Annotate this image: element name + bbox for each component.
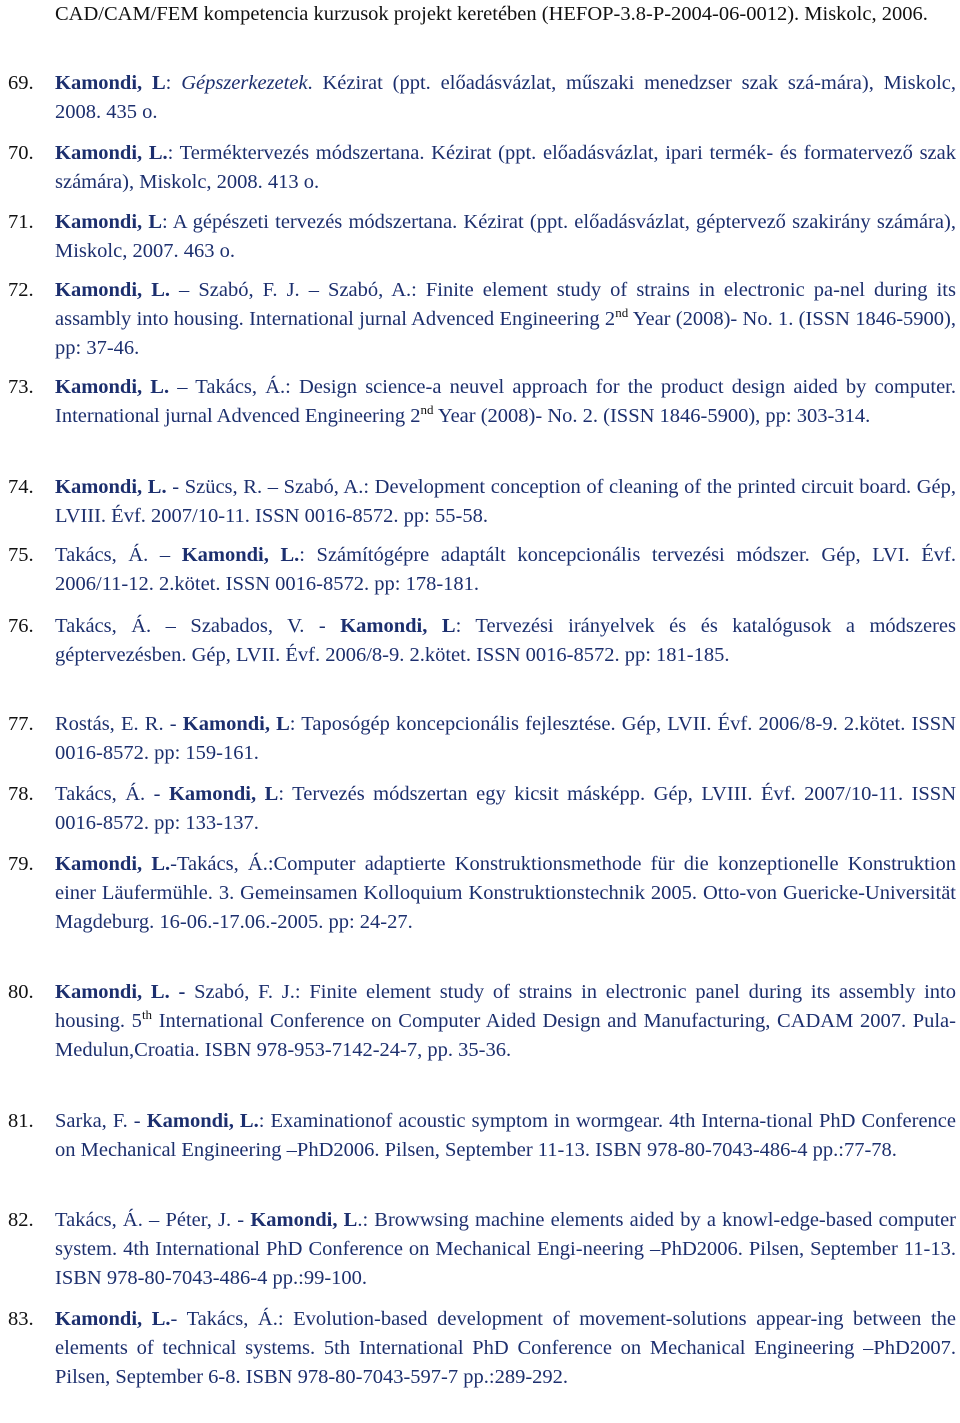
- reference-text-part: Rostás, E. R. -: [55, 713, 183, 735]
- reference-text-part: - Takács, Á.: [170, 1308, 278, 1330]
- reference-number: 81.: [8, 1110, 34, 1132]
- reference-entry-79: [8, 850, 956, 937]
- reference-text: [55, 1206, 956, 1293]
- reference-number: 74.: [8, 476, 34, 498]
- author-name: Kamondi, L: [168, 783, 279, 805]
- reference-text: [55, 0, 956, 29]
- reference-entry-80: [8, 978, 956, 1065]
- reference-text-part: : Design science-a neuvel approach for the product design aided by computer. International jurnal Advenced Engineering 2: [55, 376, 956, 427]
- reference-text: [55, 139, 956, 197]
- reference-number: 82.: [8, 1209, 34, 1231]
- reference-text-part: : Examinationof acoustic symptom in wormgear. 4th Interna-tional PhD Conference on Mechanical Engineering –PhD2006. Pilsen, September 11-13. ISBN 978-80-7043-486-4 pp.:77-78.: [55, 1110, 956, 1161]
- reference-text-part: Year (2008)- No. 2. (ISSN 1846-5900), pp: 303-314.: [433, 405, 871, 427]
- reference-text: [55, 473, 956, 531]
- reference-entry-76: [8, 612, 956, 670]
- reference-number: 79.: [8, 853, 34, 875]
- reference-entry-74: [8, 473, 956, 531]
- reference-number: 83.: [8, 1308, 34, 1330]
- reference-text: [55, 780, 956, 838]
- reference-number: 76.: [8, 615, 34, 637]
- reference-text-part: : Tervezés módszertan egy kicsit másképp. Gép, LVIII. Évf. 2007/10-11. ISSN 0016-8572. pp: 133-137.: [55, 783, 956, 834]
- author-name: Kamondi, L: [55, 211, 163, 233]
- reference-number: 71.: [8, 211, 34, 233]
- reference-text-part: Péter, J. -: [165, 1209, 251, 1231]
- reference-text-part: – Takács, Á.: [169, 376, 286, 398]
- work-title: Gépszerkezetek: [181, 72, 308, 94]
- reference-text-part: - Szücs, R. – Szabó, A.: [166, 476, 364, 498]
- reference-text-part: előadásvázlat, műszaki menedzser szak szá-mára), Miskolc, 2008. 435 o.: [55, 72, 956, 123]
- reference-text-part: : Finite element study of strains in electronic panel during its assembly into housing. 5: [55, 981, 956, 1032]
- reference-text: [55, 1107, 956, 1165]
- reference-text-part: : Development conception of cleaning of the printed circuit board. Gép, LVIII. Évf. 2007/10-11. ISSN 0016-8572. pp: 55-58.: [55, 476, 956, 527]
- reference-text-part: : Számítógépre adaptált koncepcionális tervezési módszer. Gép, LVI. Évf. 2006/11-12. 2.kötet. ISSN 0016-8572. pp: 178-181.: [55, 544, 956, 595]
- reference-text-part: Takács, Á. –: [55, 1209, 166, 1231]
- reference-number: 72.: [8, 279, 34, 301]
- reference-text-part: :Computer adaptierte Konstruktionsmethode für die konzeptionelle Konstruktion einer Läufermühle. 3. Gemeinsamen Kolloquium Konstruktionstechnik 2005. Otto-von Guericke-Universität Magdeburg. 16-06.-17.06.-2005. pp: 24-27.: [55, 853, 957, 933]
- author-name: Kamondi, L.: [55, 142, 168, 164]
- reference-number: 78.: [8, 783, 34, 805]
- reference-text-part: : Tervezési irányelvek és és katalógusok a módszeres géptervezésben. Gép, LVII. Évf. 2006/8-9. 2.kötet. ISSN 0016-8572. pp: 181-185.: [55, 615, 956, 666]
- reference-text-part: Takács, Á. –: [55, 544, 182, 566]
- reference-text-part: Takács, Á. – Szabados, V. -: [55, 615, 341, 637]
- reference-text: [55, 1305, 956, 1392]
- reference-entry-69: [8, 69, 956, 127]
- reference-entry-78: [8, 780, 956, 838]
- reference-text-part: -Takács, Á.: [170, 853, 268, 875]
- reference-text-part: : Terméktervezés módszertana. Kézirat (ppt. előadásvázlat, ipari termék- és formatervező szak számára), Miskolc, 2008. 413 o.: [55, 142, 956, 193]
- reference-number: 70.: [8, 142, 34, 164]
- author-name: Kamondi, L.: [55, 279, 170, 301]
- reference-number: 73.: [8, 376, 34, 398]
- reference-text-part: .: Browwsing machine elements aided by a knowl-edge-based computer system. 4th International PhD Conference on Mechanical Engi-neering –PhD2006. Pilsen, September 11-13. ISBN 978-80-7043-486-4 pp.:99-100.: [55, 1209, 957, 1289]
- reference-number: 77.: [8, 713, 34, 735]
- reference-entry-75: [8, 541, 956, 599]
- reference-entry-72: [8, 276, 956, 363]
- reference-text-part: : Taposógép koncepcionális fejlesztése. Gép, LVII. Évf. 2006/8-9. 2.kötet. ISSN 0016-8572. pp: 159-161.: [55, 713, 956, 764]
- reference-text-part: – Szabó, F. J. – Szabó, A.: [170, 279, 412, 301]
- author-name: Kamondi, L: [55, 72, 166, 94]
- reference-text-part: : A gépészeti tervezés módszertana. Kézirat (ppt. előadásvázlat, géptervező szakirány számára), Miskolc, 2007. 463 o.: [55, 211, 956, 262]
- reference-text-part: :: [165, 72, 182, 94]
- reference-entry-71: [8, 208, 956, 266]
- reference-text: [55, 276, 956, 363]
- reference-text-part: : Finite element study of strains in electronic pa-nel during its assambly into housing. International jurnal Advenced Engineering 2: [55, 279, 956, 330]
- reference-text-part: CAD/CAM/FEM kompetencia kurzusok projekt keretében (HEFOP-3.8-P-2004-06-0012). Miskolc, 2006.: [55, 3, 928, 25]
- reference-text-part: Szabó, F. J.: [185, 981, 295, 1003]
- author-name: Kamondi, L. -: [55, 981, 186, 1003]
- author-name: Kamondi, L.: [55, 853, 171, 875]
- reference-text-part: International Conference on Computer Aided Design and Manufacturing, CADAM 2007. Pula-Medulun,Croatia. ISBN 978-953-7142-24-7, pp. 35-36.: [55, 1010, 956, 1061]
- reference-text: [55, 978, 956, 1065]
- reference-number: 69.: [8, 72, 34, 94]
- reference-text: [55, 612, 956, 670]
- author-name: Kamondi, L: [182, 713, 290, 735]
- superscript: nd: [420, 402, 434, 417]
- author-name: Kamondi, L: [340, 615, 456, 637]
- reference-text: [55, 850, 956, 937]
- reference-text-part: . Kézirat (ppt.: [307, 72, 441, 94]
- reference-entry-73: [8, 373, 956, 431]
- reference-number: 75.: [8, 544, 34, 566]
- reference-number: 80.: [8, 981, 34, 1003]
- reference-text-part: Sarka, F. -: [55, 1110, 147, 1132]
- reference-text: [55, 69, 956, 127]
- reference-text: [55, 373, 956, 431]
- author-name: Kamondi, L: [250, 1209, 358, 1231]
- author-name: Kamondi, L.: [55, 1308, 171, 1330]
- reference-text: [55, 710, 956, 768]
- reference-text-part: : Evolution-based development of movement-solutions appear-ing between the elements of technical systems. 5th International PhD Conference on Mechanical Engineering –PhD2007. Pilsen, September 6-8. ISBN 978-80-7043-597-7 pp.:289-292.: [55, 1308, 956, 1388]
- reference-entry-77: [8, 710, 956, 768]
- reference-text-part: Takács, Á. -: [55, 783, 169, 805]
- reference-text: [55, 208, 956, 266]
- reference-entry-82: [8, 1206, 956, 1293]
- superscript: th: [141, 1007, 153, 1022]
- reference-entry-83: [8, 1305, 956, 1392]
- reference-text: [55, 541, 956, 599]
- reference-entry-continuation: [8, 0, 956, 29]
- reference-text-part: Year (2008)- No. 1. (ISSN 1846-5900), pp: 37-46.: [55, 308, 956, 359]
- author-name: Kamondi, L.: [181, 544, 300, 566]
- author-name: Kamondi, L.: [146, 1110, 259, 1132]
- reference-entry-70: [8, 139, 956, 197]
- author-name: Kamondi, L.: [55, 476, 167, 498]
- author-name: Kamondi, L.: [55, 376, 170, 398]
- reference-entry-81: [8, 1107, 956, 1165]
- superscript: nd: [615, 305, 629, 320]
